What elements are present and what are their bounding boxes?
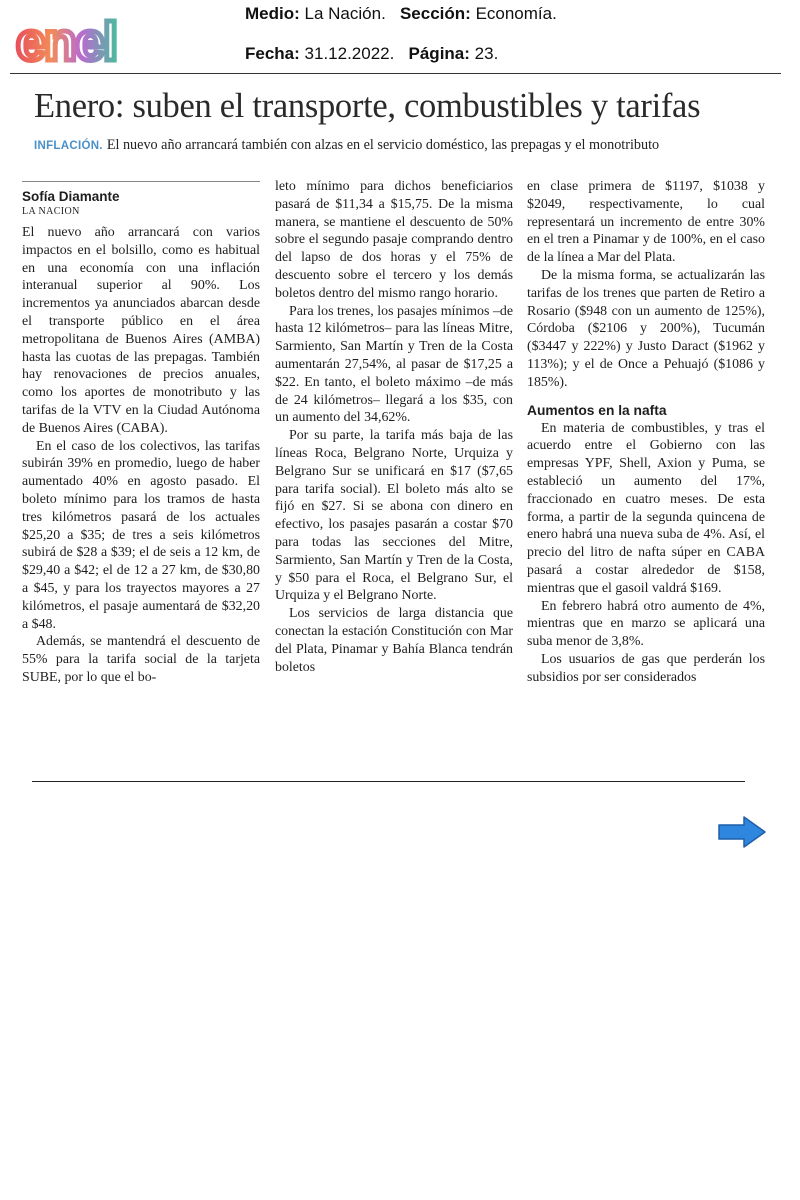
meta-row-fecha xyxy=(245,44,498,64)
article-column-2 xyxy=(275,178,513,676)
header-divider xyxy=(10,73,781,74)
medio-label: Medio: xyxy=(245,4,300,23)
paragraph: En febrero habrá otro aumento de 4%, mientras que en marzo se aplicará una suba menor de 3,8%. xyxy=(527,598,765,650)
footer-divider xyxy=(32,781,745,782)
paragraph: Por su parte, la tarifa más baja de las líneas Roca, Belgrano Norte, Urquiza y Belgrano Sur se unificará en $17 ($7,65 para tarifa social). El boleto más alto se fijó en $27. Si se abona con dinero en efectivo, los pasajes pasarán a costar $70 para todas las secciones del Mitre, Sarmiento, San Martín y Tren de la Costa, y $50 para el Roca, el Belgrano Sur, el Urquiza y el Belgrano Norte. xyxy=(275,428,513,604)
article-outlet: LA NACION xyxy=(22,206,80,217)
paragraph: En el caso de los colectivos, las tarifas subirán 39% en promedio, luego de haber aumentado 40% en agosto pasado. El boleto mínimo para los tramos de hasta tres kilómetros pasará de los actuales $25,20 a $35; de tres a seis kilómetros subirá de $28 a $39; el de seis a 12 km, de $29,40 a $42; el de 12 a 27 km, de $30,80 a $45, y para los trayectos mayores a 27 kilómetros, el pasaje aumentará de $32,20 a $48. xyxy=(22,438,260,632)
section-subtitle: Aumentos en la nafta xyxy=(527,402,667,418)
paragraph: De la misma forma, se actualizarán las tarifas de los trenes que parten de Retiro a Rosario ($948 con un aumento de 125%), Córdoba ($2106 y 200%), Tucumán ($3447 y 222%) y Justo Daract ($1962 y 113%); y el de Once a Pehuajó ($1086 y 185%). xyxy=(527,267,765,390)
fecha-label: Fecha: xyxy=(245,44,300,63)
enel-logo xyxy=(14,14,170,70)
paragraph: El nuevo año arrancará con varios impactos en el bolsillo, como es habitual en una economía con una inflación interanual superior al 90%. Los incrementos ya anunciados abarcan desde el transporte público en el área metropolitana de Buenos Aires (AMBA) hasta las cuotas de las prepagas. También hay renovaciones de precios anuales, como los aportes de monotributo y las tarifas de la VTV en la Ciudad Autónoma de Buenos Aires (CABA). xyxy=(22,225,260,436)
article-headline: Enero: suben el transporte, combustibles y tarifas xyxy=(34,87,701,125)
meta-row-medio xyxy=(245,4,557,24)
paragraph: en clase primera de $1197, $1038 y $2049, respectivamente, lo cual representará un incremento de entre 30% en el tren a Pinamar y de 100%, en el caso de la línea a Mar del Plata. xyxy=(527,179,765,266)
article-column-3 xyxy=(527,178,765,687)
article-author: Sofía Diamante xyxy=(22,189,120,204)
paragraph: Para los trenes, los pasajes mínimos –de hasta 12 kilómetros– para las líneas Mitre, Sarmiento, San Martín y Tren de la Costa aumentarán 27,54%, al pasar de $17,25 a $22. En tanto, el boleto máximo –de más de 24 kilómetros– llegará a los $35, con un aumento del 34,62%. xyxy=(275,303,513,426)
article-column-1 xyxy=(22,178,260,687)
paragraph: Además, se mantendrá el descuento de 55% para la tarifa social de la tarjeta SUBE, por lo que el bo- xyxy=(22,634,260,685)
byline-divider xyxy=(22,181,260,182)
seccion-label: Sección: xyxy=(399,4,471,23)
paragraph: En materia de combustibles, y tras el acuerdo entre el Gobierno con las empresas YPF, Shell, Axion y Puma, se estableció un aumento del 17%, fraccionado en cuatro meses. De esta forma, a partir de la segunda quincena de enero habrá una nueva suba de 4%. Así, el precio del litro de nafta súper en CABA pasará a costar alrededor de $158, mientras que el gasoil valdrá $169. xyxy=(527,420,765,596)
medio-value: La Nación. xyxy=(304,4,386,23)
fecha-value: 31.12.2022. xyxy=(304,44,395,63)
paragraph: Los usuarios de gas que perderán los subsidios por ser considerados xyxy=(527,651,765,685)
seccion-value: Economía. xyxy=(475,4,557,23)
pagina-label: Página: xyxy=(408,44,470,63)
paragraph: Los servicios de larga distancia que conectan la estación Constitución con Mar del Plata, Pinamar y Bahía Blanca tendrán boletos xyxy=(275,606,513,675)
arrow-right-icon[interactable] xyxy=(716,814,768,850)
article-subhead xyxy=(34,136,774,155)
article-subhead-text: El nuevo año arrancará también con alzas en el servicio doméstico, las prepagas y el monotributo xyxy=(106,137,660,153)
pagina-value: 23. xyxy=(474,44,499,63)
article-kicker: INFLACIÓN. xyxy=(34,140,103,152)
svg-text:enel: enel xyxy=(16,14,117,70)
paragraph: leto mínimo para dichos beneficiarios pasará de $11,34 a $15,75. De la misma manera, se mantiene el descuento de 50% sobre el segundo pasaje comprando dentro del lapso de dos horas y el 75% de descuento sobre el tercero y los demás boletos dentro del mismo rango horario. xyxy=(275,179,513,301)
